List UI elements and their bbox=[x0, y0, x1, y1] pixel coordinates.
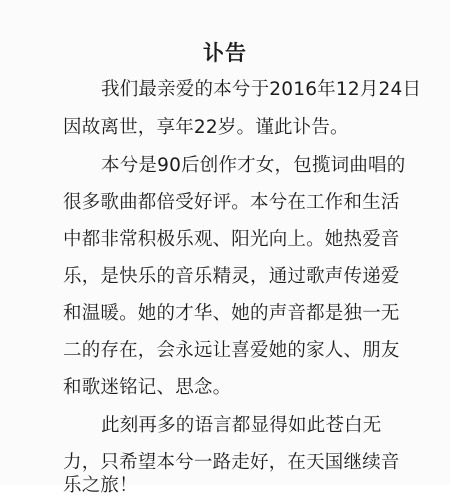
paragraph-line: 力，只希望本兮一路走好，在天国继续音 bbox=[63, 452, 400, 473]
paragraph-line: 很多歌曲都倍受好评。本兮在工作和生活 bbox=[63, 192, 400, 213]
paragraph-line: 乐之旅！ bbox=[63, 475, 138, 496]
paragraph-line: 本兮是90后创作才女，包揽词曲唱的 bbox=[101, 155, 406, 176]
paragraph-line: 中都非常积极乐观、阳光向上。她热爱音 bbox=[63, 229, 400, 250]
paragraph-line: 和温暖。她的才华、她的声音都是独一无 bbox=[63, 303, 400, 324]
paragraph-line: 二的存在，会永远让喜爱她的家人、朋友 bbox=[63, 340, 400, 361]
paragraph-line: 此刻再多的语言都显得如此苍白无 bbox=[101, 415, 382, 436]
paragraph-line: 和歌迷铭记、思念。 bbox=[63, 377, 232, 398]
paragraph-line: 乐，是快乐的音乐精灵，通过歌声传递爱 bbox=[63, 266, 400, 287]
paragraph-line: 我们最亲爱的本兮于2016年12月24日 bbox=[101, 79, 422, 100]
document-title: 讣告 bbox=[203, 41, 247, 65]
paragraph-line: 因故离世，享年22岁。谨此讣告。 bbox=[63, 117, 349, 138]
